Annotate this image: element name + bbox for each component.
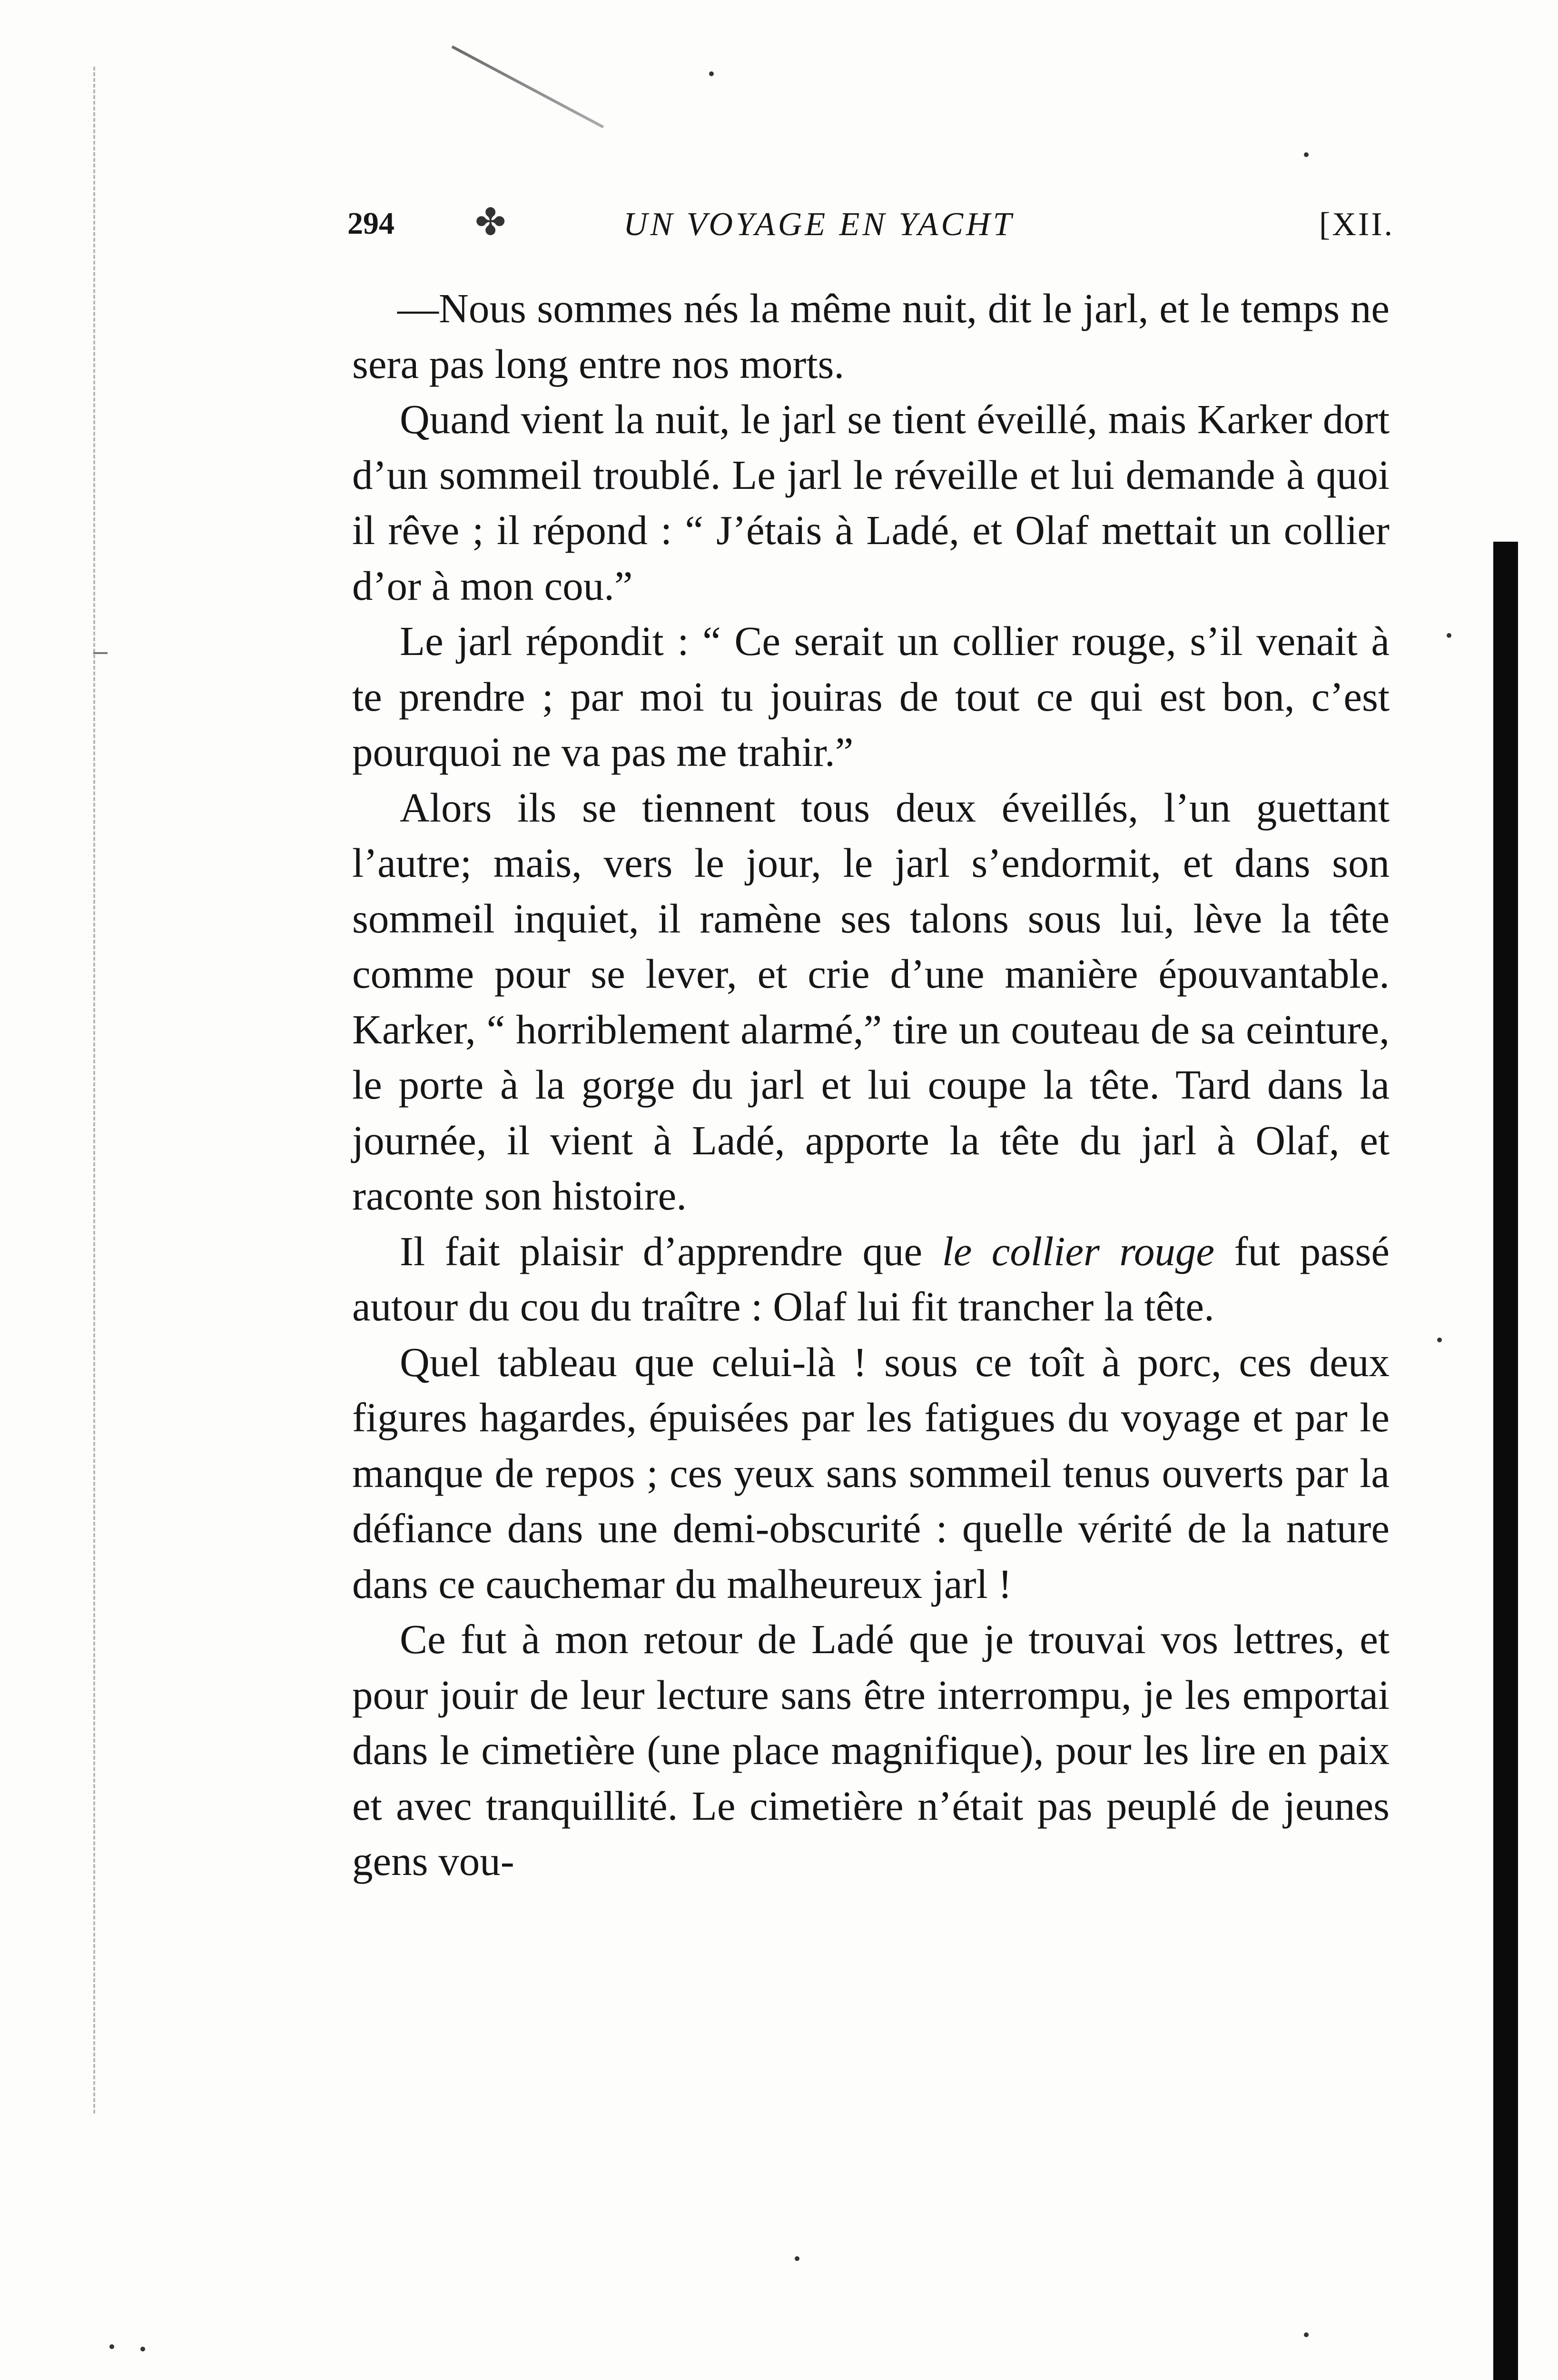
page-number: 294 (347, 206, 394, 241)
scan-speck (795, 2256, 799, 2261)
paragraph (352, 1224, 1390, 1335)
paragraph-text: Il fait plaisir d’apprendre que (400, 1228, 942, 1274)
paragraph: —Nous sommes nés la même nuit, dit le jarl, et le temps ne sera pas long entre nos morts. (352, 285, 1390, 387)
scan-speck (109, 2344, 114, 2349)
running-title: UN VOYAGE EN YACHT (623, 206, 1015, 243)
body-text (352, 281, 1390, 1889)
scan-edge-shadow (1493, 542, 1518, 2380)
paragraph: Quel tableau que celui-là ! sous ce toît à porc, ces deux figures hagardes, épuisées par les fatigues du voyage et par le manque de repos ; ces yeux sans sommeil tenus ouverts par la défiance dans une demi-obscurité : quelle vérité de la nature dans ce cauchemar du malheureux jarl ! (352, 1339, 1390, 1607)
scan-speck (1447, 633, 1451, 638)
scan-margin-tick (93, 652, 108, 654)
scan-speck (140, 2347, 145, 2351)
chapter-mark: [XII. (1319, 206, 1394, 243)
paragraph: Quand vient la nuit, le jarl se tient éveillé, mais Karker dort d’un sommeil troublé. Le jarl le réveille et lui demande à quoi il rêve ; il répond : “ J’étais à Ladé, et Olaf mettait un collier d’or à mon cou.” (352, 396, 1390, 609)
scan-speck (1304, 152, 1309, 157)
paragraph: Alors ils se tiennent tous deux éveillés, l’un guettant l’autre; mais, vers le jour, le jarl s’endormit, et dans son sommeil inquiet, il ramène ses talons sous lui, lève la tête comme pour se lever, et crie d’une manière épouvantable. Karker, “ horriblement alarmé,” tire un couteau de sa ceinture, le porte à la gorge du jarl et lui coupe la tête. Tard dans la journée, il vient à Ladé, apporte la tête du jarl à Olaf, et raconte son histoire. (352, 784, 1390, 1219)
paragraph-text: fut passé autour du cou du traître : Olaf lui fit trancher la tête. (352, 1228, 1390, 1329)
paragraph: Le jarl répondit : “ Ce serait un collier rouge, s’il venait à te prendre ; par moi tu jouiras de tout ce qui est bon, c’est pourquoi ne va pas me trahir.” (352, 618, 1390, 775)
scan-speck (1304, 2332, 1309, 2337)
scan-margin-line (93, 67, 97, 2113)
emphasized-phrase: le collier rouge (942, 1228, 1215, 1274)
scan-scratch-mark (452, 45, 604, 128)
scan-speck (709, 71, 714, 76)
running-header (347, 201, 1394, 253)
printer-ornament-icon: ✤ (475, 201, 506, 243)
scan-speck (1437, 1338, 1442, 1342)
paragraph: Ce fut à mon retour de Ladé que je trouvai vos lettres, et pour jouir de leur lecture sans être interrompu, je les emportai dans le cimetière (une place magnifique), pour les lire en paix et avec tranquillité. Le cimetière n’était pas peuplé de jeunes gens vou- (352, 1616, 1390, 1884)
